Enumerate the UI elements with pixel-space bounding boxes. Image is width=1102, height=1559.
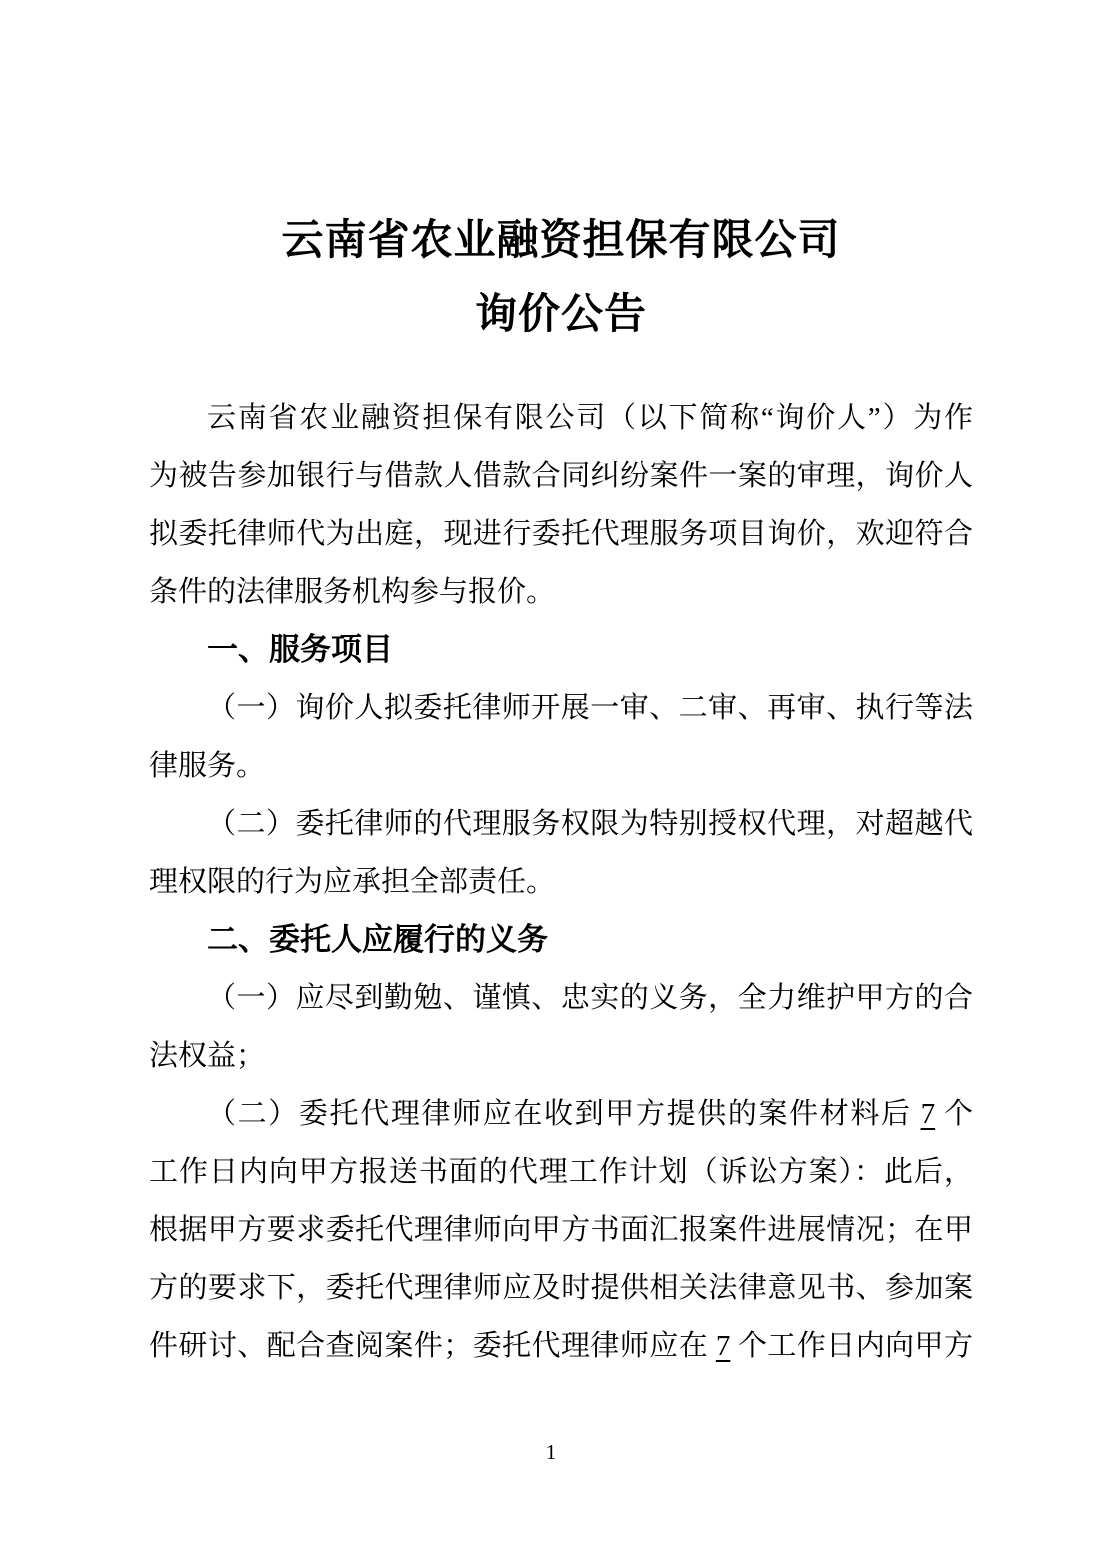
text-segment: 件研讨、配合查阅案件；委托代理律师应在 [149, 1330, 716, 1362]
document-title-line1: 云南省农业融资担保有限公司 [281, 216, 841, 263]
text-segment: 个工作日内向甲方 [730, 1330, 973, 1362]
text-line [149, 1143, 973, 1201]
text-segment: 方的要求下，委托代理律师应及时提供相关法律意见书、参加案 [149, 1272, 973, 1304]
text-segment: 理权限的行为应承担全部责任。 [149, 866, 556, 898]
text-line [149, 1201, 973, 1259]
text-segment: 云南省农业融资担保有限公司（以下简称“询价人”）为作 [207, 402, 973, 434]
text-segment: 工作日内向甲方报送书面的代理工作计划（诉讼方案）：此后， [149, 1156, 973, 1188]
text-line [149, 447, 973, 505]
text-segment: 律服务。 [149, 750, 266, 782]
text-segment: 一、服务项目 [207, 632, 393, 667]
text-line [149, 853, 973, 911]
text-line [149, 1259, 973, 1317]
text-segment: （一）询价人拟委托律师开展一审、二审、再审、执行等法 [207, 692, 973, 724]
document-title [149, 0, 973, 351]
text-segment: 条件的法律服务机构参与报价。 [149, 576, 556, 608]
section-heading [149, 911, 973, 969]
document-title-line2: 询价公告 [474, 290, 647, 337]
text-line [149, 1085, 973, 1143]
underlined-number: 7 [920, 1098, 936, 1130]
text-segment: 法权益； [149, 1040, 266, 1072]
text-segment: （一）应尽到勤勉、谨慎、忠实的义务，全力维护甲方的合 [207, 982, 973, 1014]
text-line [149, 1317, 973, 1375]
text-line [149, 737, 973, 795]
text-segment: 拟委托律师代为出庭，现进行委托代理服务项目询价，欢迎符合 [149, 518, 973, 550]
document-body [149, 389, 973, 1375]
text-line [149, 505, 973, 563]
text-segment: （二）委托代理律师应在收到甲方提供的案件材料后 [207, 1098, 921, 1130]
text-line [149, 1027, 973, 1085]
text-segment: 为被告参加银行与借款人借款合同纠纷案件一案的审理，询价人 [149, 460, 973, 492]
text-segment: 个 [935, 1098, 973, 1130]
document-content [149, 0, 973, 1375]
text-segment: 根据甲方要求委托代理律师向甲方书面汇报案件进展情况；在甲 [149, 1214, 973, 1246]
text-line [149, 679, 973, 737]
text-line [149, 795, 973, 853]
text-line [149, 563, 973, 621]
text-line [149, 389, 973, 447]
section-heading [149, 621, 973, 679]
page-number: 1 [545, 1440, 557, 1464]
text-segment: （二）委托律师的代理服务权限为特别授权代理，对超越代 [207, 808, 973, 840]
underlined-number: 7 [715, 1330, 731, 1362]
text-line [149, 969, 973, 1027]
text-segment: 二、委托人应履行的义务 [207, 922, 548, 957]
